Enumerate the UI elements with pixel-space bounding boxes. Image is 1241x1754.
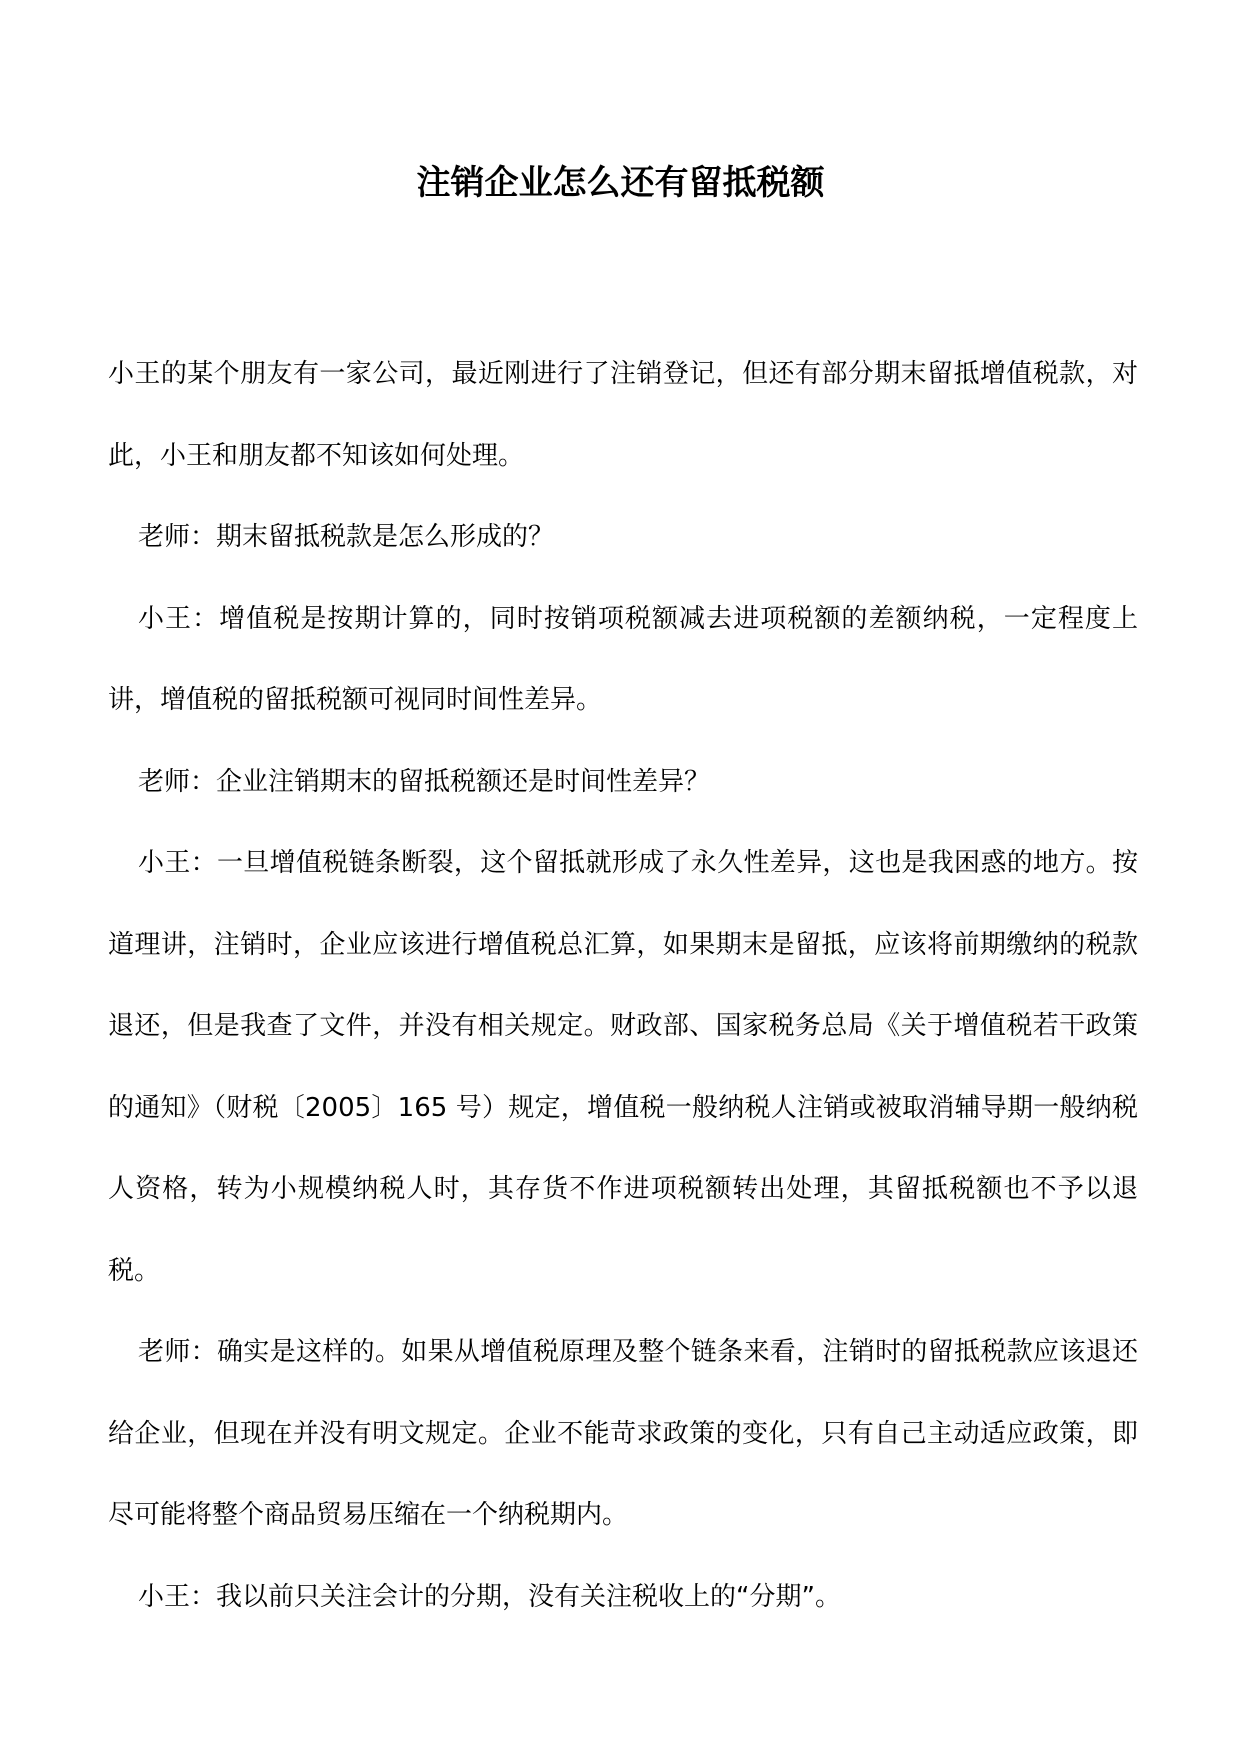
- paragraph-teacher-question-2: 老师：企业注销期末的留抵税额还是时间性差异？: [138, 766, 711, 797]
- paragraph-xiaowang-answer-1: 小王：增值税是按期计算的，同时按销项税额减去进项税额的差额纳税，一定程度上讲，增值税的留抵税额可视同时间性差异。: [108, 603, 1138, 715]
- document-title: 注销企业怎么还有留抵税额: [416, 163, 825, 203]
- paragraph-teacher-answer: 老师：确实是这样的。如果从增值税原理及整个链条来看，注销时的留抵税款应该退还给企业，但现在并没有明文规定。企业不能苛求政策的变化，只有自己主动适应政策，即尽可能将整个商品贸易压缩在一个纳税期内。: [108, 1337, 1138, 1530]
- paragraph-xiaowang-answer-2: 小王：一旦增值税链条断裂，这个留抵就形成了永久性差异，这也是我困惑的地方。按道理讲，注销时，企业应该进行增值税总汇算，如果期末是留抵，应该将前期缴纳的税款退还，但是我查了文件，并没有相关规定。财政部、国家税务总局《关于增值税若干政策的通知》（财税〔2005〕165 号）规定，增值税一般纳税人注销或被取消辅导期一般纳税人资格，转为小规模纳税人时，其存货不作进项税额转出处理，其留抵税额也不予以退税。: [108, 848, 1138, 1286]
- paragraph-xiaowang-conclusion: 小王：我以前只关注会计的分期，没有关注税收上的“分期”。: [138, 1581, 841, 1612]
- paragraph-teacher-question-1: 老师：期末留抵税款是怎么形成的？: [138, 522, 555, 552]
- paragraph-intro: 小王的某个朋友有一家公司，最近刚进行了注销登记，但还有部分期末留抵增值税款，对此，小王和朋友都不知该如何处理。: [108, 359, 1138, 471]
- document-body: [108, 334, 1138, 1638]
